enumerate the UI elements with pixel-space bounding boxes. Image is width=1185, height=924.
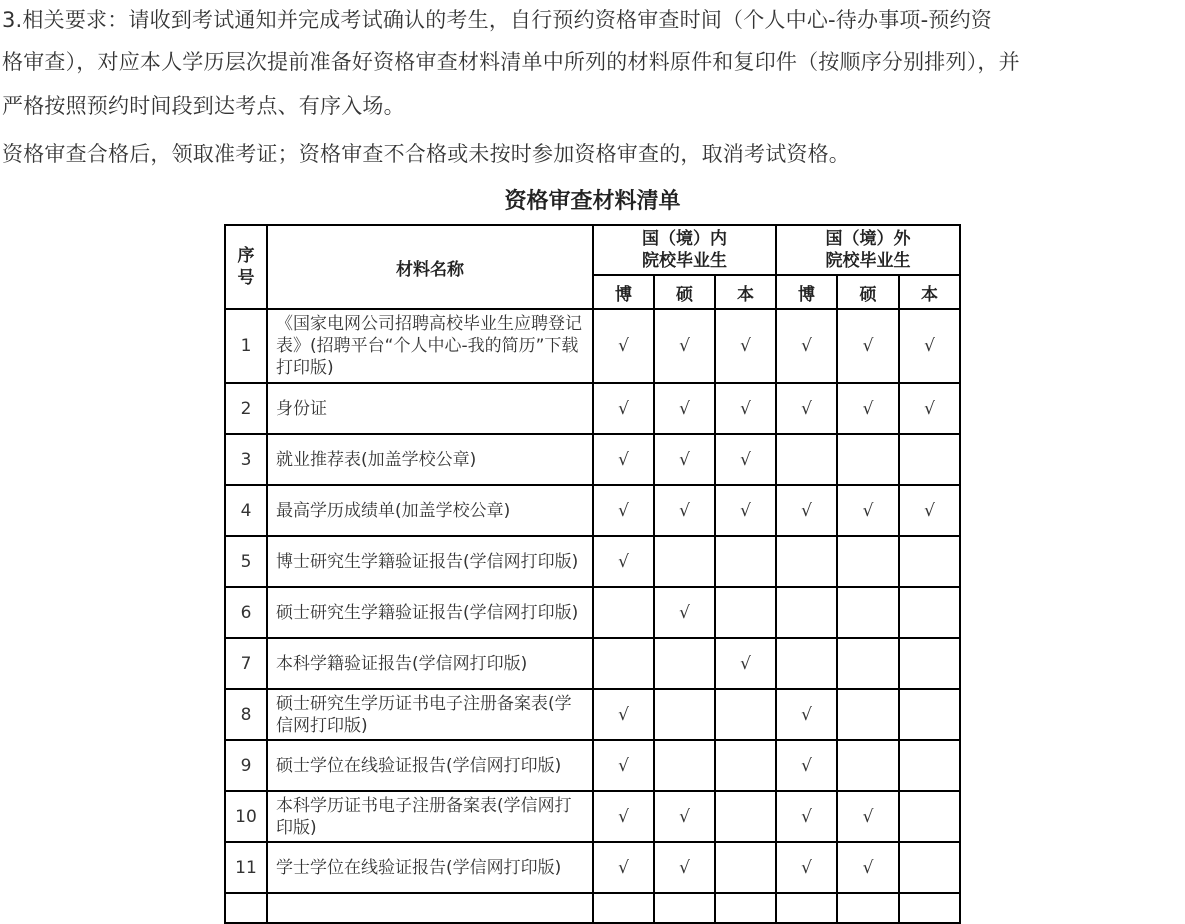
table-row <box>225 383 960 434</box>
header-foreign-line-1: 国（境）外 <box>825 229 911 249</box>
check-mark-cell <box>776 434 837 485</box>
row-material-name <box>267 893 593 923</box>
header-level-domestic-bachelor: 本 <box>715 275 776 309</box>
paragraph-result: 资格审查合格后，领取准考证；资格审查不合格或未按时参加资格审查的，取消考试资格。 <box>2 142 850 166</box>
check-mark-cell <box>654 689 715 740</box>
check-mark-cell: √ <box>776 309 837 383</box>
check-mark-cell: √ <box>654 485 715 536</box>
check-mark-cell: √ <box>776 842 837 893</box>
row-number: 6 <box>225 587 267 638</box>
check-mark-cell <box>715 536 776 587</box>
check-mark-cell <box>899 791 960 842</box>
check-mark-cell: √ <box>654 383 715 434</box>
check-mark-cell <box>654 638 715 689</box>
row-material-name: 就业推荐表(加盖学校公章) <box>267 434 593 485</box>
check-mark-cell <box>776 638 837 689</box>
check-mark-cell: √ <box>899 309 960 383</box>
paragraph-requirement-line-1: 3.相关要求：请收到考试通知并完成考试确认的考生，自行预约资格审查时间（个人中心-待办事项-预约资 <box>2 8 992 32</box>
check-mark-cell: √ <box>593 383 654 434</box>
row-number: 8 <box>225 689 267 740</box>
check-mark-cell <box>776 893 837 923</box>
table-row <box>225 689 960 740</box>
check-mark-cell <box>715 689 776 740</box>
check-mark-cell <box>899 638 960 689</box>
check-mark-cell: √ <box>593 740 654 791</box>
row-material-name: 学士学位在线验证报告(学信网打印版) <box>267 842 593 893</box>
row-number: 5 <box>225 536 267 587</box>
header-level-foreign-master: 硕 <box>837 275 899 309</box>
check-mark-cell: √ <box>593 791 654 842</box>
check-mark-cell <box>899 434 960 485</box>
header-seq-line-2: 号 <box>237 268 255 288</box>
check-mark-cell: √ <box>715 434 776 485</box>
check-mark-cell <box>715 587 776 638</box>
check-mark-cell <box>899 842 960 893</box>
check-mark-cell: √ <box>654 842 715 893</box>
check-mark-cell: √ <box>715 383 776 434</box>
check-mark-cell <box>837 740 899 791</box>
table-row <box>225 587 960 638</box>
row-material-name: 硕士研究生学籍验证报告(学信网打印版) <box>267 587 593 638</box>
check-mark-cell: √ <box>654 309 715 383</box>
check-mark-cell <box>593 638 654 689</box>
check-mark-cell <box>899 893 960 923</box>
check-mark-cell: √ <box>837 842 899 893</box>
table-row <box>225 485 960 536</box>
header-material-name: 材料名称 <box>267 225 593 309</box>
check-mark-cell: √ <box>654 587 715 638</box>
check-mark-cell <box>715 842 776 893</box>
row-material-name: 身份证 <box>267 383 593 434</box>
table-row <box>225 434 960 485</box>
check-mark-cell: √ <box>776 689 837 740</box>
check-mark-cell <box>776 536 837 587</box>
check-mark-cell: √ <box>715 309 776 383</box>
check-mark-cell: √ <box>593 689 654 740</box>
table-row <box>225 536 960 587</box>
table-row <box>225 893 960 923</box>
row-material-name: 硕士研究生学历证书电子注册备案表(学信网打印版) <box>267 689 593 740</box>
row-number: 7 <box>225 638 267 689</box>
header-level-foreign-phd: 博 <box>776 275 837 309</box>
row-material-name: 博士研究生学籍验证报告(学信网打印版) <box>267 536 593 587</box>
header-level-foreign-bachelor: 本 <box>899 275 960 309</box>
header-foreign-graduates <box>776 225 960 275</box>
check-mark-cell: √ <box>776 791 837 842</box>
check-mark-cell: √ <box>654 791 715 842</box>
row-material-name: 本科学历证书电子注册备案表(学信网打印版) <box>267 791 593 842</box>
check-mark-cell <box>715 893 776 923</box>
header-seq <box>225 225 267 309</box>
table-row <box>225 638 960 689</box>
check-mark-cell <box>899 536 960 587</box>
check-mark-cell <box>837 638 899 689</box>
row-number: 9 <box>225 740 267 791</box>
check-mark-cell: √ <box>593 309 654 383</box>
check-mark-cell: √ <box>837 791 899 842</box>
table-row <box>225 842 960 893</box>
row-number: 4 <box>225 485 267 536</box>
check-mark-cell <box>654 536 715 587</box>
check-mark-cell <box>715 740 776 791</box>
check-mark-cell <box>899 740 960 791</box>
paragraph-requirement-line-3: 严格按照预约时间段到达考点、有序入场。 <box>2 94 405 118</box>
materials-table <box>224 224 961 924</box>
check-mark-cell <box>837 434 899 485</box>
check-mark-cell: √ <box>715 638 776 689</box>
row-material-name: 最高学历成绩单(加盖学校公章) <box>267 485 593 536</box>
row-material-name: 硕士学位在线验证报告(学信网打印版) <box>267 740 593 791</box>
check-mark-cell <box>837 536 899 587</box>
table-row <box>225 740 960 791</box>
check-mark-cell: √ <box>593 434 654 485</box>
check-mark-cell: √ <box>654 434 715 485</box>
row-number: 11 <box>225 842 267 893</box>
header-level-domestic-phd: 博 <box>593 275 654 309</box>
header-foreign-line-2: 院校毕业生 <box>825 251 911 271</box>
check-mark-cell <box>715 791 776 842</box>
header-level-domestic-master: 硕 <box>654 275 715 309</box>
header-domestic-line-2: 院校毕业生 <box>642 251 727 271</box>
check-mark-cell <box>593 893 654 923</box>
header-domestic-graduates <box>593 225 776 275</box>
check-mark-cell: √ <box>837 309 899 383</box>
check-mark-cell <box>654 740 715 791</box>
check-mark-cell: √ <box>776 485 837 536</box>
check-mark-cell: √ <box>593 536 654 587</box>
check-mark-cell <box>837 689 899 740</box>
table-row <box>225 791 960 842</box>
row-number: 3 <box>225 434 267 485</box>
check-mark-cell: √ <box>776 383 837 434</box>
check-mark-cell <box>837 893 899 923</box>
row-number: 2 <box>225 383 267 434</box>
check-mark-cell: √ <box>593 485 654 536</box>
row-number <box>225 893 267 923</box>
table-row <box>225 309 960 383</box>
check-mark-cell: √ <box>715 485 776 536</box>
header-domestic-line-1: 国（境）内 <box>642 229 727 249</box>
row-number: 10 <box>225 791 267 842</box>
check-mark-cell: √ <box>837 383 899 434</box>
check-mark-cell <box>654 893 715 923</box>
row-material-name: 本科学籍验证报告(学信网打印版) <box>267 638 593 689</box>
check-mark-cell <box>593 587 654 638</box>
check-mark-cell <box>837 587 899 638</box>
check-mark-cell: √ <box>899 383 960 434</box>
table-title: 资格审查材料清单 <box>504 189 681 214</box>
check-mark-cell: √ <box>776 740 837 791</box>
check-mark-cell: √ <box>593 842 654 893</box>
header-seq-line-1: 序 <box>237 246 255 266</box>
row-number: 1 <box>225 309 267 383</box>
check-mark-cell <box>899 689 960 740</box>
row-material-name: 《国家电网公司招聘高校毕业生应聘登记表》(招聘平台“个人中心-我的简历”下载打印版) <box>267 309 593 383</box>
paragraph-requirement-line-2: 格审查），对应本人学历层次提前准备好资格审查材料清单中所列的材料原件和复印件（按顺序分别排列），并 <box>2 50 1020 74</box>
check-mark-cell: √ <box>899 485 960 536</box>
check-mark-cell <box>899 587 960 638</box>
check-mark-cell: √ <box>837 485 899 536</box>
check-mark-cell <box>776 587 837 638</box>
